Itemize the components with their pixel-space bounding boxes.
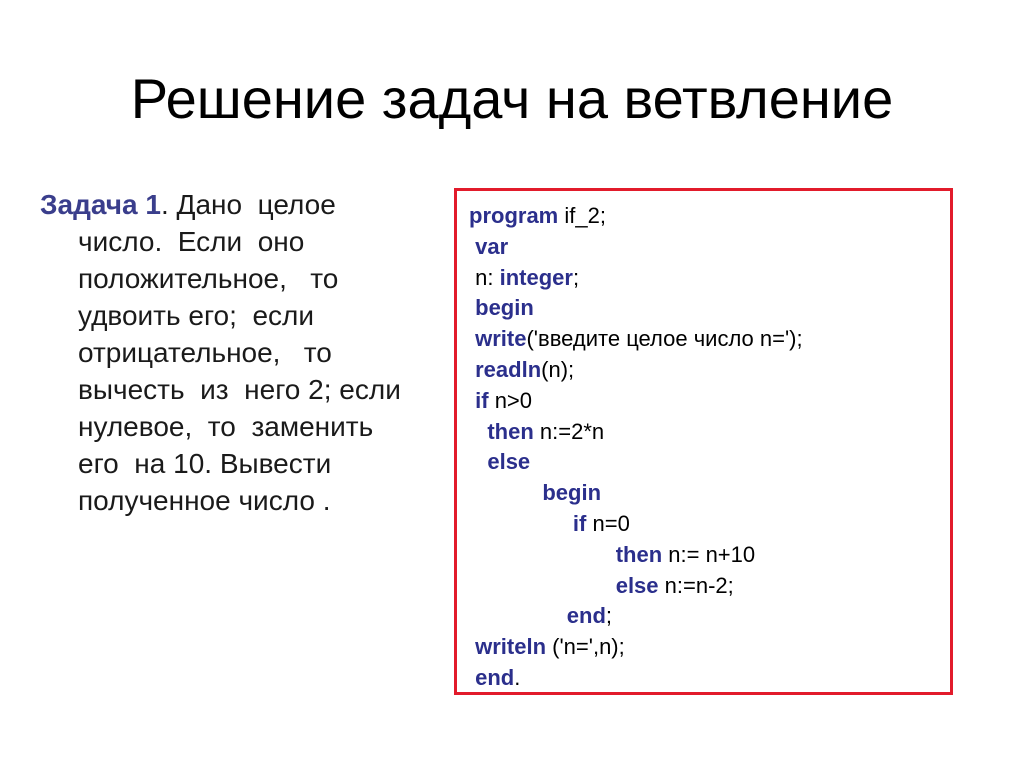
code-line <box>469 540 803 571</box>
code-line <box>469 478 803 509</box>
task-line-9: полученное число . <box>78 485 331 516</box>
code-box <box>454 188 953 695</box>
code-text: ('n=',n); <box>546 634 625 660</box>
code-text: ; <box>572 264 580 290</box>
code-indent <box>469 480 542 505</box>
task-line-2: число. Если оно <box>78 226 305 257</box>
code-text: . <box>514 664 521 690</box>
code-keyword: then <box>487 418 534 444</box>
code-text: n:=n-2; <box>658 572 734 598</box>
code-line <box>469 663 803 694</box>
code-line <box>469 201 803 232</box>
code-indent <box>469 573 616 598</box>
task-line-6: вычесть из него 2; если <box>78 374 401 405</box>
code-text: n: <box>475 264 500 290</box>
code-listing <box>469 201 803 694</box>
code-keyword: writeln <box>475 634 547 660</box>
code-line <box>469 232 803 263</box>
code-line <box>469 355 803 386</box>
code-indent <box>469 542 616 567</box>
code-text: n=0 <box>586 510 630 536</box>
task-line-1 <box>40 186 480 223</box>
code-indent <box>469 419 487 444</box>
task-line-3: положительное, то <box>78 263 339 294</box>
task-text <box>40 186 480 526</box>
code-text: n:= n+10 <box>662 541 756 567</box>
code-text: (n); <box>541 356 575 382</box>
code-text: n:=2*n <box>533 418 605 444</box>
code-keyword: if <box>475 387 489 413</box>
task-line-7: нулевое, то заменить <box>78 411 374 442</box>
slide-title: Решение задач на ветвление <box>130 67 894 130</box>
code-keyword: write <box>475 326 527 352</box>
code-keyword: if <box>572 510 587 536</box>
code-indent <box>469 603 567 628</box>
code-keyword: var <box>475 233 509 259</box>
code-keyword: begin <box>475 295 534 321</box>
code-keyword: program <box>469 203 559 228</box>
code-line <box>469 601 803 632</box>
code-keyword: end <box>475 664 515 690</box>
code-line <box>469 571 803 602</box>
task-line-5: отрицательное, то <box>78 337 332 368</box>
code-keyword: else <box>487 449 531 475</box>
code-line <box>469 293 803 324</box>
code-keyword: begin <box>542 480 602 506</box>
code-keyword: then <box>615 541 663 567</box>
task-line-1-text: . Дано целое <box>160 189 336 220</box>
code-line <box>469 632 803 663</box>
task-label: Задача 1 <box>40 189 161 220</box>
code-keyword: else <box>615 572 659 598</box>
code-line <box>469 263 803 294</box>
code-text: n>0 <box>488 387 533 413</box>
code-line <box>469 324 803 355</box>
code-keyword: end <box>566 603 606 629</box>
code-indent <box>469 511 573 536</box>
code-text: ; <box>605 603 613 629</box>
task-line-4: удвоить его; если <box>78 300 315 331</box>
code-text: if_2; <box>558 203 606 228</box>
code-line <box>469 509 803 540</box>
code-text: ('введите целое число n='); <box>526 326 803 352</box>
code-keyword: integer <box>499 264 573 290</box>
code-line <box>469 386 803 417</box>
task-line-8: его на 10. Вывести <box>78 448 332 479</box>
code-line <box>469 417 803 448</box>
code-indent <box>469 449 487 474</box>
code-keyword: readln <box>475 356 542 382</box>
code-line <box>469 447 803 478</box>
